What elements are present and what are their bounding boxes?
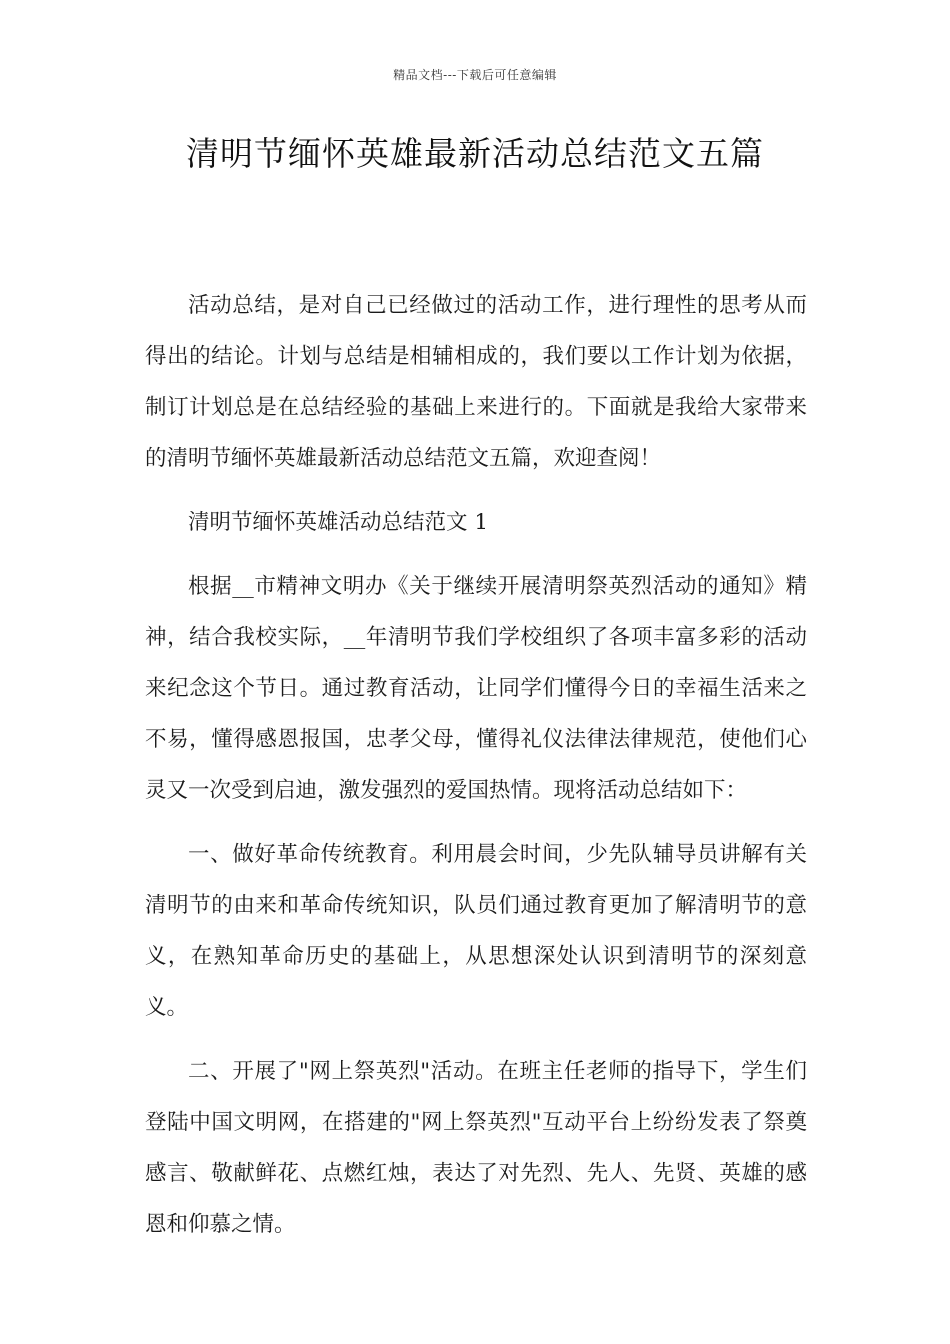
page-header: 精品文档---下载后可任意编辑 xyxy=(393,68,557,82)
document-title: 清明节缅怀英雄最新活动总结范文五篇 xyxy=(186,134,764,173)
body-paragraph: 二、开展了"网上祭英烈"活动。在班主任老师的指导下，学生们登陆中国文明网，在搭建的"网上祭英烈"互动平台上纷纷发表了祭奠感言、敬献鲜花、点燃红烛，表达了对先烈、先人、先贤、英雄的感恩和仰慕之情。 xyxy=(145,1059,807,1237)
body-paragraph: 根据__市精神文明办《关于继续开展清明祭英烈活动的通知》精神，结合我校实际，__年清明节我们学校组织了各项丰富多彩的活动来纪念这个节日。通过教育活动，让同学们懂得今日的幸福生活来之不易，懂得感恩报国，忠孝父母，懂得礼仪法律法律规范，使他们心灵又一次受到启迪，激发强烈的爱国热情。现将活动总结如下： xyxy=(145,574,807,803)
section-heading-1: 清明节缅怀英雄活动总结范文 1 xyxy=(188,510,489,535)
document-body xyxy=(145,280,807,1263)
body-paragraph: 一、做好革命传统教育。利用晨会时间，少先队辅导员讲解有关清明节的由来和革命传统知识，队员们通过教育更加了解清明节的意义，在熟知革命历史的基础上，从思想深处认识到清明节的深刻意义。 xyxy=(145,842,807,1020)
intro-paragraph: 活动总结，是对自己已经做过的活动工作，进行理性的思考从而得出的结论。计划与总结是相辅相成的，我们要以工作计划为依据，制订计划总是在总结经验的基础上来进行的。下面就是我给大家带来的清明节缅怀英雄最新活动总结范文五篇，欢迎查阅！ xyxy=(145,293,807,471)
